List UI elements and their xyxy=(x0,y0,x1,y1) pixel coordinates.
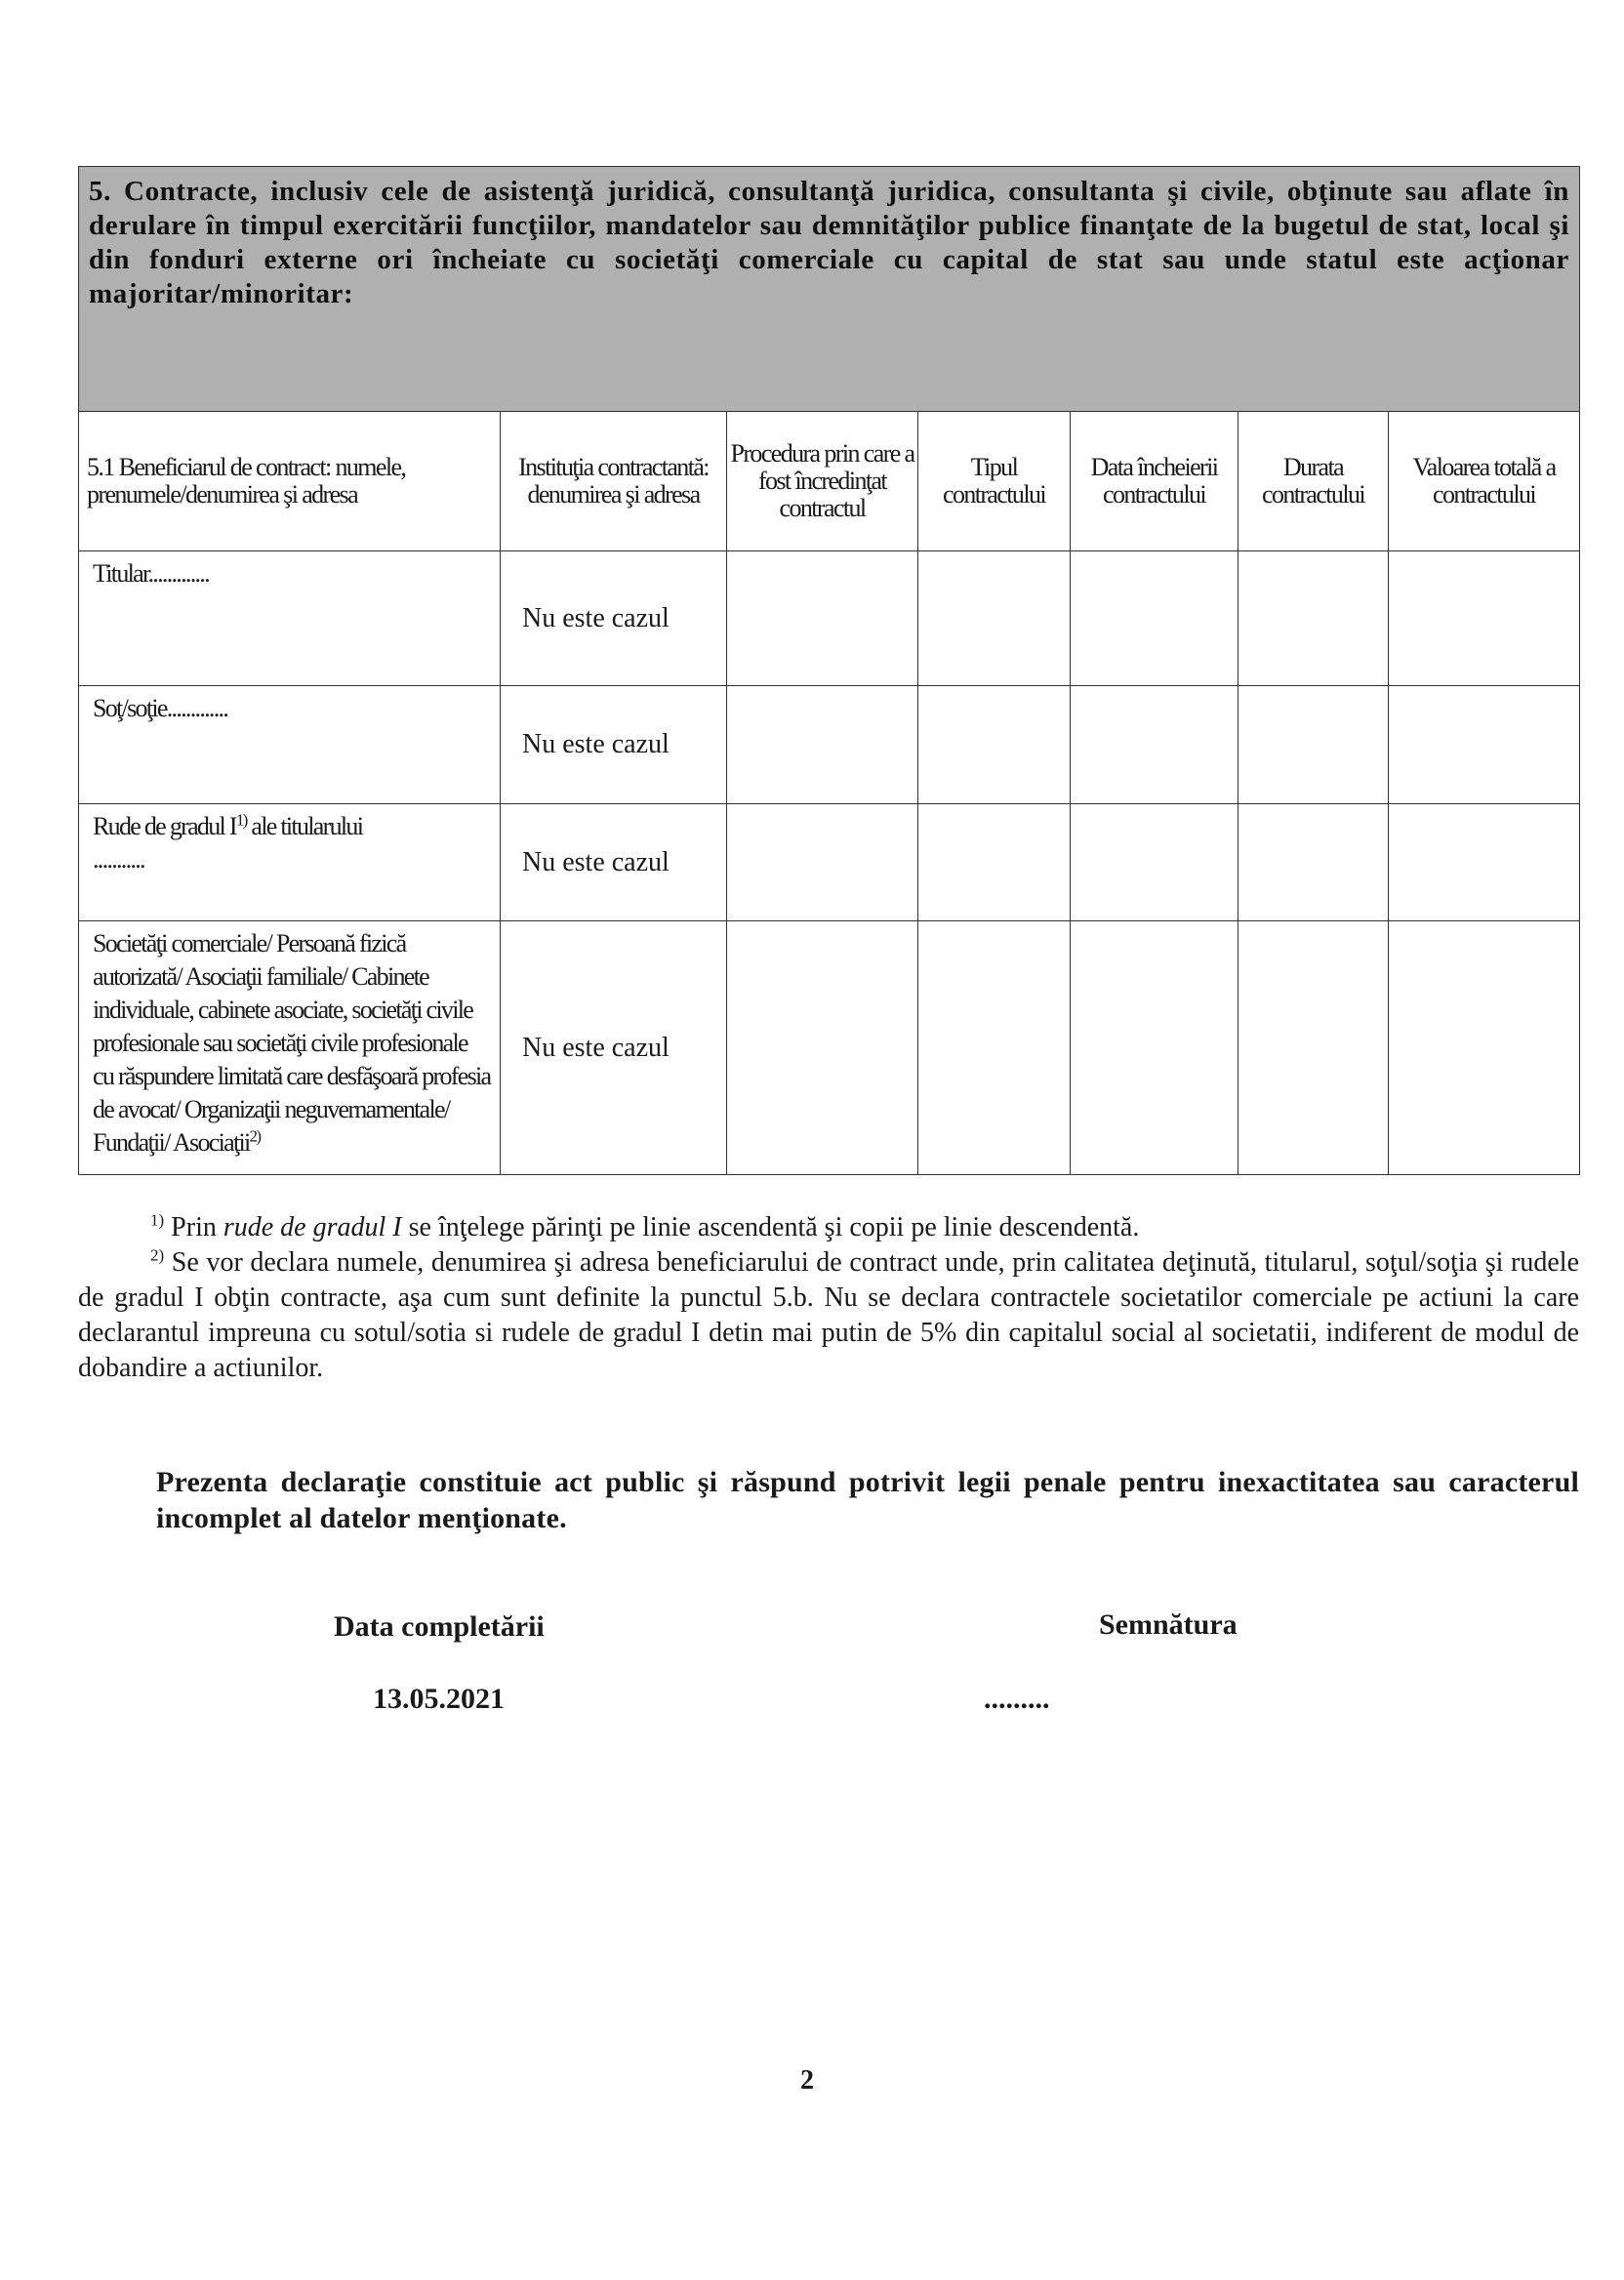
column-header-durata: Durata contractului xyxy=(1238,412,1389,551)
empty-cell xyxy=(918,804,1071,921)
empty-cell xyxy=(727,804,918,921)
column-header-tipul: Tipul contractului xyxy=(918,412,1071,551)
column-header-procedura: Procedura prin care a fost încredinţat contractul xyxy=(727,412,918,551)
table-row-societati xyxy=(79,921,1580,1175)
row-label-rude-dots: ........... xyxy=(93,845,144,874)
row-label-rude xyxy=(79,804,501,921)
column-header-beneficiar: 5.1 Beneficiarul de contract: numele, prenumele/denumirea şi adresa xyxy=(79,412,501,551)
footnote-ref-2: 2) xyxy=(249,1126,261,1146)
empty-cell xyxy=(1389,551,1580,686)
column-header-institutia: Instituţia contractantă: denumirea şi adresa xyxy=(501,412,727,551)
table-row-titular xyxy=(79,551,1580,686)
empty-cell xyxy=(1238,921,1389,1175)
institutia-value-rude: Nu este cazul xyxy=(501,804,727,921)
row-label-rude-text: Rude de gradul I xyxy=(93,812,236,840)
empty-cell xyxy=(727,921,918,1175)
empty-cell xyxy=(1071,804,1238,921)
institutia-value-sot-sotie: Nu este cazul xyxy=(501,686,727,804)
footnote-2-text: Se vor declara numele, denumirea şi adresa beneficiarului de contract unde, prin calitatea deţinută, titularul, soţul/soţia şi rudele de gradul I obţin contracte, aşa cum sunt definite la punctul 5.b. Nu se declara contractele societatilor comerciale pe actiuni la care declarantul impreuna cu sotul/sotia si rudele de gradul I detin mai putin de 5% din capitalul social al societatii, indiferent de modul de dobandire a actiunilor. xyxy=(78,1247,1579,1383)
empty-cell xyxy=(1071,551,1238,686)
row-label-titular: Titular............. xyxy=(79,551,501,686)
table-row-rude xyxy=(79,804,1580,921)
empty-cell xyxy=(918,686,1071,804)
empty-cell xyxy=(1238,804,1389,921)
empty-cell xyxy=(727,551,918,686)
column-header-data: Data încheierii contractului xyxy=(1071,412,1238,551)
date-label: Data completării xyxy=(334,1610,545,1643)
empty-cell xyxy=(1238,551,1389,686)
empty-cell xyxy=(1071,686,1238,804)
footnote-ref-1: 1) xyxy=(235,810,247,830)
row-label-rude-rest: ale titularului xyxy=(246,812,363,840)
row-label-sot-sotie: Soţ/soţie............. xyxy=(79,686,501,804)
contracts-table xyxy=(78,166,1580,1175)
footnote-2 xyxy=(78,1245,1579,1386)
signature-value: ......... xyxy=(984,1683,1050,1715)
footnote-1 xyxy=(78,1210,1579,1245)
empty-cell xyxy=(1238,686,1389,804)
empty-cell xyxy=(727,686,918,804)
footnote-1-emphasis: rude de gradul I xyxy=(223,1212,402,1242)
institutia-value-societati: Nu este cazul xyxy=(501,921,727,1175)
empty-cell xyxy=(1389,804,1580,921)
empty-cell xyxy=(1389,686,1580,804)
signature-label: Semnătura xyxy=(1099,1608,1238,1641)
row-label-societati-text: Societăţi comerciale/ Persoană fizică autorizată/ Asociaţii familiale/ Cabinete individuale, cabinete asociate, societăţi civile profesionale sau societăţi civile profesionale cu răspundere limitată care desfăşoară profesia de avocat/ Organizaţii neguvernamentale/ Fundaţii/ Asociaţii xyxy=(93,929,491,1157)
footnote-1-mark: 1) xyxy=(150,1210,165,1230)
institutia-value-titular: Nu este cazul xyxy=(501,551,727,686)
empty-cell xyxy=(1071,921,1238,1175)
footnote-1-prefix: Prin xyxy=(164,1212,223,1242)
empty-cell xyxy=(918,551,1071,686)
page-number: 2 xyxy=(800,2065,814,2096)
table-header-row xyxy=(79,412,1580,551)
declaration-text: Prezenta declaraţie constituie act public şi răspund potrivit legii penale pentru inexactitatea sau caracterul incomplet al datelor menţionate. xyxy=(156,1466,1579,1534)
row-label-societati xyxy=(79,921,501,1175)
column-header-valoarea: Valoarea totală a contractului xyxy=(1389,412,1580,551)
footnote-2-mark: 2) xyxy=(150,1245,165,1265)
empty-cell xyxy=(1389,921,1580,1175)
date-value: 13.05.2021 xyxy=(373,1683,505,1715)
empty-cell xyxy=(918,921,1071,1175)
section-heading: 5. Contracte, inclusiv cele de asistenţă juridică, consultanţă juridica, consultanta şi civile, obţinute sau aflate în derulare în timpul exercitării funcţiilor, mandatelor sau demnităţilor publice finanţate de la bugetul de stat, local şi din fonduri externe ori încheiate cu societăţi comerciale cu capital de stat sau unde statul este acţionar majoritar/minoritar: xyxy=(79,167,1580,412)
table-row-sot-sotie xyxy=(79,686,1580,804)
footnote-1-rest: se înţelege părinţi pe linie ascendentă şi copii pe linie descendentă. xyxy=(401,1212,1140,1242)
